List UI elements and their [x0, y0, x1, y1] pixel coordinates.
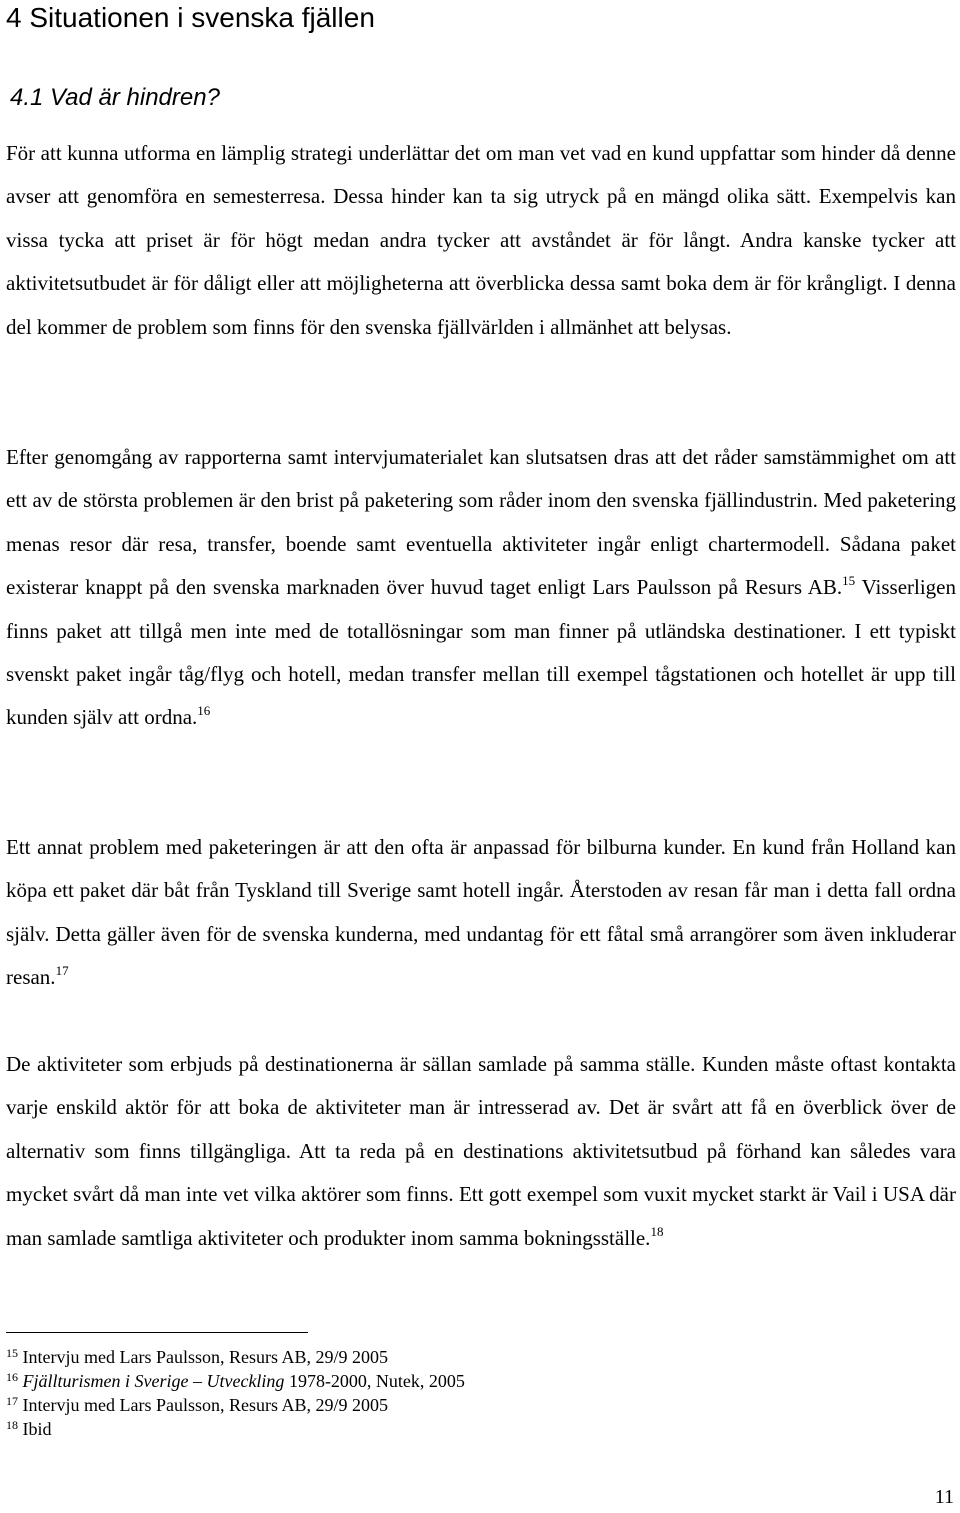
footnote-number: 15	[6, 1346, 18, 1360]
footnote-number: 17	[6, 1394, 18, 1408]
footnotes-list	[6, 1345, 956, 1441]
footnote-text: 1978-2000, Nutek, 2005	[284, 1371, 465, 1391]
footnote-18	[6, 1417, 956, 1441]
paragraph-1-text: För att kunna utforma en lämplig strategi underlättar det om man vet vad en kund uppfattar som hinder då denne avser att genomföra en semesterresa. Dessa hinder kan ta sig utryck på en mängd olika sätt. Exempelvis kan vissa tycka att priset är för högt medan andra tycker att avståndet är för långt. Andra kanske tycker att aktivitetsutbudet är för dåligt eller att möjligheterna att överblicka dessa samt boka dem är för krångligt. I denna del kommer de problem som finns för den svenska fjällvärlden i allmänhet att belysas.	[6, 141, 956, 339]
footnote-16	[6, 1369, 956, 1393]
footnote-ref-16[interactable]: 16	[197, 703, 211, 719]
footnote-separator	[6, 1332, 308, 1333]
paragraph-3	[6, 826, 956, 1000]
paragraph-4-text: De aktiviteter som erbjuds på destinationerna är sällan samlade på samma ställe. Kunden måste oftast kontakta varje enskild aktör för att boka de aktiviteter man är intresserad av. Det är svårt att få en överblick över de alternativ som finns tillgängliga. Att ta reda på en destinations aktivitetsutbud på förhand kan således vara mycket svårt då man inte vet vilka aktörer som finns. Ett gott exempel som vuxit mycket starkt är Vail i USA där man samlade samtliga aktiviteter och produkter inom samma bokningsställe.	[6, 1052, 956, 1250]
footnote-ref-17[interactable]: 17	[55, 963, 69, 979]
chapter-heading: 4 Situationen i svenska fjällen	[6, 2, 375, 33]
paragraph-3-text: Ett annat problem med paketeringen är att den ofta är anpassad för bilburna kunder. En kund från Holland kan köpa ett paket där båt från Tyskland till Sverige samt hotell ingår. Återstoden av resan får man i detta fall ordna själv. Detta gäller även för de svenska kunderna, med undantag för ett fåtal små arrangörer som även inkluderar resan.	[6, 835, 956, 990]
paragraph-2-text-b: Visserligen finns paket att tillgå men inte med de totallösningar som man finner på utländska destinationer. I ett typiskt svenskt paket ingår tåg/flyg och hotell, medan transfer mellan till exempel tågstationen och hotellet är upp till kunden själv att ordna.	[6, 575, 956, 730]
paragraph-2	[6, 436, 956, 740]
footnote-number: 16	[6, 1370, 18, 1384]
footnote-ref-15[interactable]: 15	[842, 573, 856, 589]
footnote-text: Ibid	[22, 1419, 52, 1439]
footnote-ref-18[interactable]: 18	[650, 1223, 664, 1239]
section-heading: 4.1 Vad är hindren?	[10, 84, 220, 111]
paragraph-1	[6, 132, 956, 349]
page-number: 11	[934, 1486, 954, 1508]
footnote-work-title: Fjällturismen i Sverige – Utveckling	[22, 1371, 285, 1391]
footnote-text: Intervju med Lars Paulsson, Resurs AB, 29/9 2005	[22, 1395, 388, 1415]
footnote-17	[6, 1393, 956, 1417]
footnote-text: Intervju med Lars Paulsson, Resurs AB, 29/9 2005	[22, 1347, 388, 1367]
footnote-15	[6, 1345, 956, 1369]
paragraph-2-text-a: Efter genomgång av rapporterna samt intervjumaterialet kan slutsatsen dras att det råder samstämmighet om att ett av de största problemen är den brist på paketering som råder inom den svenska fjällindustrin. Med paketering menas resor där resa, transfer, boende samt eventuella aktiviteter ingår enligt chartermodell. Sådana paket existerar knappt på den svenska marknaden över huvud taget enligt Lars Paulsson på Resurs AB.	[6, 445, 956, 600]
footnote-number: 18	[6, 1418, 18, 1432]
paragraph-4	[6, 1043, 956, 1260]
